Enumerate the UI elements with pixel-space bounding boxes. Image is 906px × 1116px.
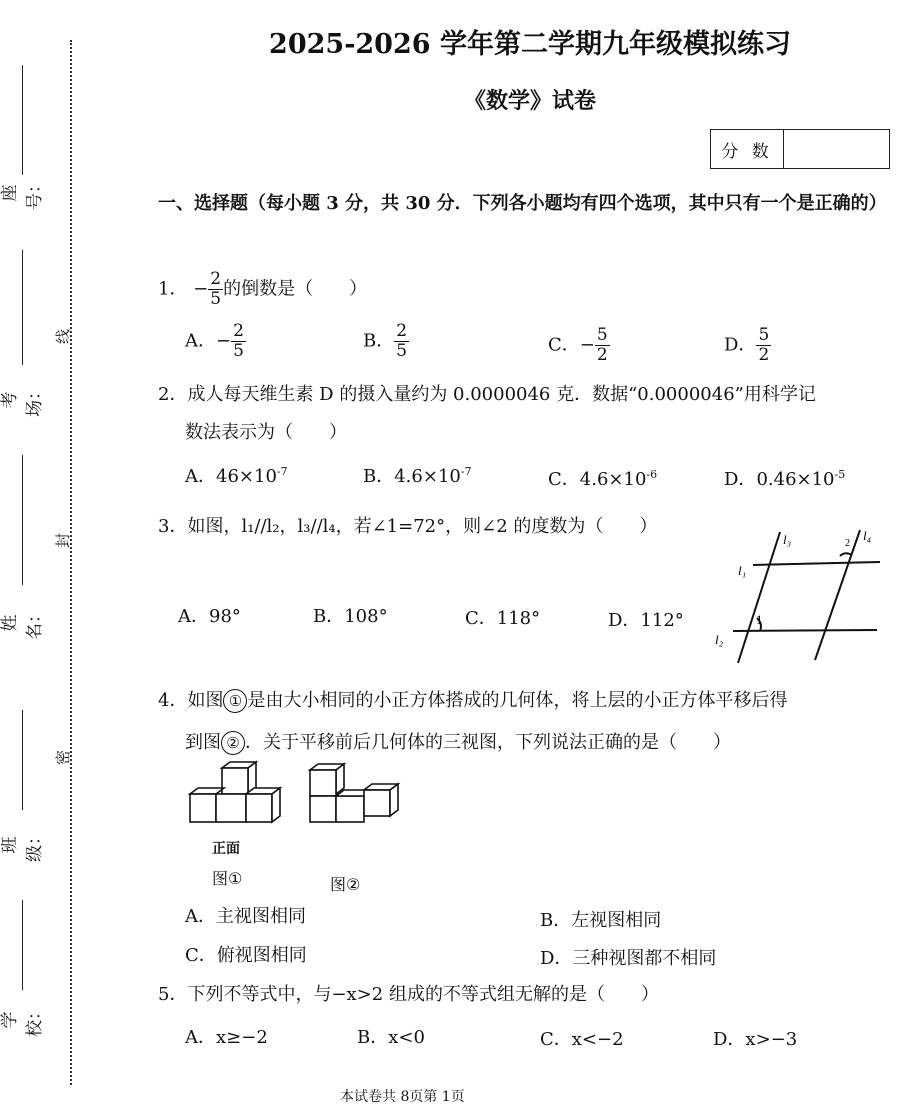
question-3: 3．如图，l₁//l₂，l₃//l₄，若∠1=72°，则∠2 的度数为（ ） <box>158 516 658 537</box>
q4-circled-1: ① <box>223 689 247 713</box>
q4-text-d: ．关于平移前后几何体的三视图，下列说法正确的是（ ） <box>245 732 731 753</box>
option-label: B． <box>363 466 395 487</box>
bind-word-seal: 封 <box>54 532 73 549</box>
page-title: 2025-2026 学年第二学期九年级模拟练习 <box>269 29 791 60</box>
option-label: C． <box>548 469 580 490</box>
q2-option-b[interactable] <box>363 462 472 488</box>
q1-number: 1． <box>158 278 188 300</box>
page-subtitle: 《数学》试卷 <box>463 88 596 114</box>
q4-option-a[interactable]: A．主视图相同 <box>185 906 306 927</box>
q1-option-d[interactable] <box>724 326 771 365</box>
option-sign: − <box>579 334 595 356</box>
school-label: 学校： <box>0 1003 45 1037</box>
label-l3: l₃ <box>783 532 792 547</box>
option-fraction <box>394 322 409 361</box>
q3-option-d[interactable]: D．112° <box>608 610 684 631</box>
class-label: 班级： <box>0 828 45 862</box>
parallel-lines-figure <box>705 520 895 670</box>
name-line <box>22 455 23 585</box>
cube-figures <box>186 758 426 838</box>
option-exp: -7 <box>276 465 288 478</box>
option-den: 5 <box>396 341 408 361</box>
label-l1: l₁ <box>738 563 747 578</box>
seat-line <box>22 65 23 175</box>
option-label: C． <box>548 334 580 356</box>
option-base: 4.6×10 <box>579 469 647 490</box>
figure-2-cubes <box>310 764 398 822</box>
front-view-label: 正面 <box>212 841 240 857</box>
option-num: 5 <box>758 325 770 345</box>
score-field[interactable] <box>784 130 889 168</box>
q1-denominator: 5 <box>210 289 222 309</box>
q1-text: 的倒数是（ ） <box>223 278 368 300</box>
question-5: 5．下列不等式中，与−x>2 组成的不等式组无解的是（ ） <box>158 984 659 1005</box>
label-angle-1: 1 <box>756 612 763 627</box>
option-base: 0.46×10 <box>756 469 835 490</box>
name-label: 姓名： <box>0 606 45 640</box>
q4-text-c: 到图 <box>185 732 221 753</box>
option-label: B． <box>363 330 395 352</box>
option-exp: -7 <box>460 465 472 478</box>
class-line <box>22 710 23 810</box>
option-base: 46×10 <box>216 466 277 487</box>
question-2-line-1: 2．成人每天维生素 D 的摄入量约为 0.0000046 克．数据“0.0000046”用科学记 <box>158 384 816 405</box>
option-sign: − <box>216 330 232 352</box>
question-2-line-2: 数法表示为（ ） <box>185 422 347 443</box>
line-l3 <box>738 532 780 663</box>
q4-option-d[interactable]: D．三种视图都不相同 <box>540 948 717 969</box>
option-exp: -6 <box>646 468 658 481</box>
q1-option-a[interactable] <box>185 322 246 361</box>
q3-option-c[interactable]: C．118° <box>465 608 541 629</box>
binding-margin <box>0 0 73 1116</box>
line-l4 <box>815 530 860 660</box>
option-fraction <box>595 326 610 365</box>
option-den: 5 <box>233 341 244 361</box>
q5-option-d[interactable]: D．x>−3 <box>713 1029 798 1050</box>
q1-option-b[interactable] <box>363 322 409 361</box>
label-l2: l₂ <box>715 632 724 647</box>
question-4-line-2 <box>185 728 731 758</box>
option-den: 2 <box>596 345 608 365</box>
option-label: A． <box>185 466 216 487</box>
option-exp: -5 <box>834 468 846 481</box>
option-fraction <box>756 326 771 365</box>
q4-option-b[interactable]: B．左视图相同 <box>540 910 662 931</box>
q1-numerator: 2 <box>210 269 222 289</box>
option-label: D． <box>724 469 757 490</box>
q5-option-b[interactable]: B．x<0 <box>357 1027 425 1048</box>
q1-option-c[interactable] <box>548 326 610 365</box>
option-num: 2 <box>396 321 408 341</box>
option-label: A． <box>185 330 216 352</box>
option-num: 5 <box>596 325 608 345</box>
score-label: 分 数 <box>711 130 784 168</box>
label-l4: l₄ <box>863 528 872 543</box>
q4-text-a: 4．如图 <box>158 690 224 711</box>
q1-fraction <box>208 270 223 309</box>
q5-option-a[interactable]: A．x≥−2 <box>185 1027 268 1048</box>
figure-1-label: 图① <box>212 869 243 888</box>
q4-circled-2: ② <box>221 731 245 755</box>
q3-option-a[interactable]: A．98° <box>178 606 241 627</box>
exam-room-line <box>22 250 23 365</box>
figure-1-cubes <box>190 762 280 822</box>
question-1 <box>158 270 367 309</box>
figure-2-label: 图② <box>330 875 361 894</box>
q4-text-b: 是由大小相同的小正方体搭成的几何体，将上层的小正方体平移后得 <box>247 690 788 711</box>
school-line <box>22 900 23 990</box>
exam-room-label: 考场： <box>0 383 45 417</box>
option-base: 4.6×10 <box>394 466 461 487</box>
page-footer: 本试卷共 8页第 1页 <box>340 1089 465 1105</box>
q1-sign: − <box>193 278 209 300</box>
seat-label: 座号： <box>0 176 45 210</box>
score-box <box>710 129 890 169</box>
q2-option-a[interactable] <box>185 462 288 488</box>
section-heading: 一、选择题（每小题 3 分，共 30 分．下列各小题均有四个选项，其中只有一个是正确的） <box>158 193 887 214</box>
question-4-line-1 <box>158 686 787 716</box>
q2-option-c[interactable] <box>548 465 657 491</box>
option-den: 2 <box>758 345 770 365</box>
bind-word-line: 线 <box>54 328 73 345</box>
option-fraction <box>231 322 246 361</box>
line-l1 <box>753 562 880 565</box>
q2-option-d[interactable] <box>724 465 845 491</box>
q5-option-c[interactable]: C．x<−2 <box>540 1029 624 1050</box>
line-l2 <box>733 630 877 631</box>
option-num: 2 <box>233 321 244 341</box>
q3-option-b[interactable]: B．108° <box>313 606 388 627</box>
dotted-binding-line <box>70 40 72 1085</box>
q4-option-c[interactable]: C．俯视图相同 <box>185 945 307 966</box>
option-label: D． <box>724 334 757 356</box>
label-angle-2: 2 <box>845 538 850 549</box>
bind-word-secret: 密 <box>54 749 73 766</box>
